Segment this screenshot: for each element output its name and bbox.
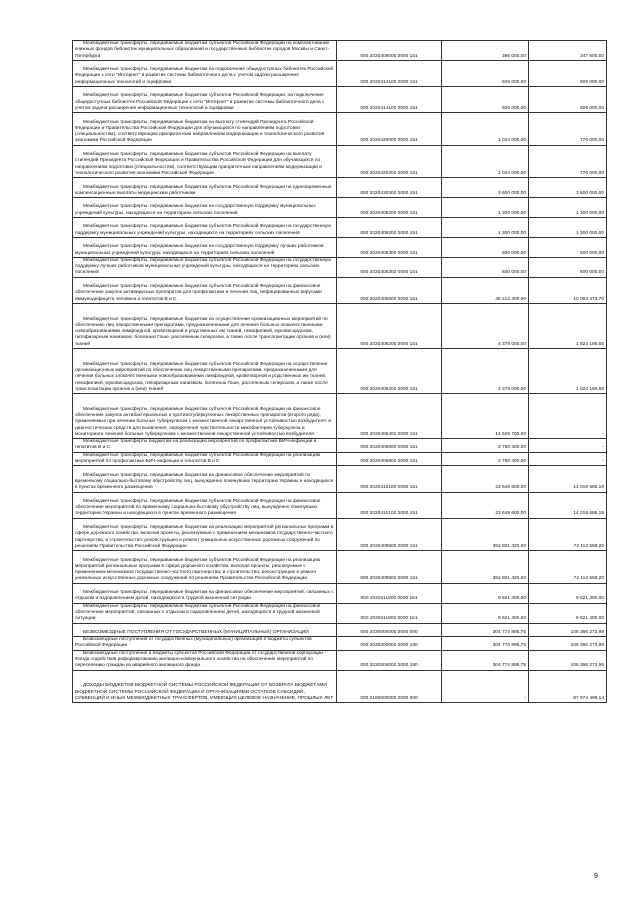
row-name-cell: БЕЗВОЗМЕЗДНЫЕ ПОСТУПЛЕНИЯ ОТ ГОСУДАРСТВЕННЫХ (МУНИЦИПАЛЬНЫХ) ОРГАНИЗАЦИЙ <box>73 623 337 637</box>
row-planned-cell: 352 801 420,00 <box>442 551 529 584</box>
row-actual-cell: 3 600 000,00 <box>529 178 607 198</box>
row-actual-cell: 1 824 166,65 <box>529 349 607 394</box>
table-row <box>73 41 607 61</box>
row-code-cell: 000 2020406802 0000 151 <box>337 452 442 466</box>
table-row <box>73 492 607 518</box>
row-planned-cell: 23 649 600,00 <box>442 492 529 518</box>
table-row <box>73 218 607 238</box>
row-actual-cell: - <box>529 439 607 453</box>
row-name-cell: Межбюджетные трансферты, передаваемые бюджетам субъектов Российской Федерации на реализацию мероприятий по профилактике ВИЧ-инфекции и гепатитов В и С <box>73 452 337 466</box>
table-row <box>73 198 607 218</box>
table-row <box>73 551 607 584</box>
row-name-cell: Межбюджетные трансферты, передаваемые бюджетам субъектов Российской Федерации на выплату стипендий Президента Российской Федерации и Правительства Российской Федерации для обучающихся по направлениям подготовки (специальностям), соответствующим приоритетным направлениям модернизации и технологического развития экономики Российской Федерации <box>73 145 337 178</box>
row-code-cell: 000 2020405202 0000 151 <box>337 218 442 238</box>
row-actual-cell: 87 974 499,14 <box>529 670 607 703</box>
row-name-cell: Межбюджетные трансферты, передаваемые бюджетам субъектов Российской Федерации на осуществление организационных мероприятий по обеспечению лиц лекарственными препаратами, предназначенными для лечения больных злокачественными новообразованиями лимфоидной, кроветворной и родственных им тканей, гемофилией, муковисцидозом, гипофизарным нанизмом, болезнью Гоше, рассеянным склерозом, а также после трансплантации органов и (или) тканей <box>73 349 337 394</box>
table-row <box>73 623 607 637</box>
row-planned-cell: 396 000,00 <box>442 41 529 61</box>
row-name-cell: Межбюджетные трансферты, передаваемые бюджетам субъектов Российской Федерации на государственную поддержку лучших работников муниципальных учреждений культуры, находящихся на территориях сельских поселений <box>73 257 337 277</box>
row-actual-cell: 1 300 000,00 <box>529 198 607 218</box>
row-code-cell: 000 2020430302 0000 151 <box>337 178 442 198</box>
row-planned-cell: 304 774 895,75 <box>442 650 529 670</box>
row-actual-cell: 809 000,00 <box>529 60 607 86</box>
row-actual-cell: 14 018 686,19 <box>529 466 607 492</box>
row-actual-cell: 72 113 558,20 <box>529 551 607 584</box>
row-name-cell: Межбюджетные трансферты, передаваемые бюджетам на подключение общедоступных библиотек Российской Федерации к сети "Интернет" и развитие системы библиотечного дела с учетом задачи расширения информационных технологий и оцифровки <box>73 60 337 86</box>
row-planned-cell: 600 000,00 <box>442 257 529 277</box>
row-actual-cell: 72 113 558,20 <box>529 518 607 551</box>
row-code-cell: 000 2020405502 0000 151 <box>337 277 442 303</box>
row-name-cell: Межбюджетные трансферты, передаваемые бюджетам на государственную поддержку лучших работников муниципальных учреждений культуры, находящихся на территориях сельских поселений <box>73 237 337 257</box>
row-actual-cell: 1 824 166,65 <box>529 303 607 348</box>
row-name-cell: Межбюджетные трансферты, передаваемые бюджетам субъектов Российской Федерации на финансовое обеспечение мероприятий по временному социально-бытовому обустройству лиц, вынужденно покинувших территорию Украины и находящихся в пунктах временного размещения <box>73 492 337 518</box>
row-code-cell: 000 2020405300 0000 151 <box>337 237 442 257</box>
row-code-cell: 000 2020414100 0000 151 <box>337 60 442 86</box>
row-actual-cell: 106 366 273,98 <box>529 623 607 637</box>
table-row <box>73 237 607 257</box>
row-planned-cell: 925 000,00 <box>442 87 529 113</box>
row-planned-cell: 1 300 000,00 <box>442 198 529 218</box>
row-actual-cell: 9 621 400,00 <box>529 603 607 623</box>
row-name-cell: Межбюджетные трансферты, передаваемые бюджетам субъектов Российской Федерации на единовременные компенсационные выплаты медицинским работникам <box>73 178 337 198</box>
table-row <box>73 178 607 198</box>
table-row <box>73 349 607 394</box>
row-name-cell: Межбюджетные трансферты, передаваемые бюджетам субъектов Российской Федерации, на подключение общедоступных библиотек Российской Федерации к сети "Интернет" и развитие системы библиотечного дела с учетом задачи расширения информационных технологий и оцифровки <box>73 87 337 113</box>
row-name-cell: Межбюджетные трансферты, передаваемые бюджетам субъектов Российской Федерации на реализацию мероприятий региональных программ в сфере дорожного хозяйства, включая проекты, реализуемые с применением механизмов государственно-частного партнерства, и строительство, реконструкцию и ремонт уникальных искусственных дорожных сооружений по решениям Правительства Российской Федерации <box>73 551 337 584</box>
row-code-cell: 000 2020405000 0000 151 <box>337 41 442 61</box>
row-code-cell: 000 2020405302 0000 151 <box>337 257 442 277</box>
row-actual-cell: 809 000,00 <box>529 87 607 113</box>
table-row <box>73 60 607 86</box>
row-actual-cell: 600 000,00 <box>529 237 607 257</box>
row-name-cell: ДОХОДЫ БЮДЖЕТОВ БЮДЖЕТНОЙ СИСТЕМЫ РОССИЙСКОЙ ФЕДЕРАЦИИ ОТ ВОЗВРАТА БЮДЖЕТАМИ БЮДЖЕТНОЙ СИСТЕМЫ РОССИЙСКОЙ ФЕДЕРАЦИИ И ОРГАНИЗАЦИЯМИ ОСТАТКОВ СУБСИДИЙ, СУБВЕНЦИЙ И ИНЫХ МЕЖБЮДЖЕТНЫХ ТРАНСФЕРТОВ, ИМЕЮЩИХ ЦЕЛЕВОЕ НАЗНАЧЕНИЕ, ПРОШЛЫХ ЛЕТ <box>73 670 337 703</box>
row-actual-cell: 106 366 273,98 <box>529 650 607 670</box>
row-code-cell: 000 2180000000 0000 000 <box>337 670 442 703</box>
table-row <box>73 650 607 670</box>
row-planned-cell: 9 621 400,00 <box>442 603 529 623</box>
table-row <box>73 277 607 303</box>
row-name-cell: Межбюджетные трансферты бюджетам на реализацию мероприятий по профилактике ВИЧ-инфекции и гепатитов В и С <box>73 439 337 453</box>
row-planned-cell: 352 801 420,00 <box>442 518 529 551</box>
row-code-cell: 000 2020406202 0000 151 <box>337 349 442 394</box>
row-actual-cell: 600 000,00 <box>529 257 607 277</box>
table-row <box>73 394 607 439</box>
row-planned-cell: 1 300 000,00 <box>442 218 529 238</box>
row-planned-cell: 304 774 895,75 <box>442 637 529 651</box>
row-planned-cell: 3 600 000,00 <box>442 178 529 198</box>
row-code-cell: 000 2020410100 0000 151 <box>337 466 442 492</box>
row-code-cell: 000 2020414102 0000 151 <box>337 87 442 113</box>
table-row <box>73 583 607 603</box>
row-name-cell: Межбюджетные трансферты, передаваемые бюджетам на осуществление организационных мероприятий по обеспечению лиц лекарственными препаратами, предназначенными для лечения больных злокачественными новообразованиями лимфоидной, кроветворной и родственных им тканей, гемофилией, муковисцидозом, гипофизарным нанизмом, болезнью Гоше, рассеянным склерозом, а также после трансплантации органов и (или) тканей <box>73 303 337 348</box>
row-planned-cell: 1 024 000,00 <box>442 113 529 146</box>
row-planned-cell: 14 626 700,00 <box>442 394 529 439</box>
budget-revenue-table <box>72 40 607 703</box>
row-actual-cell: 1 300 000,00 <box>529 218 607 238</box>
row-planned-cell: 2 760 400,00 <box>442 439 529 453</box>
row-planned-cell: 925 000,00 <box>442 60 529 86</box>
row-code-cell: 000 2020406800 0000 151 <box>337 439 442 453</box>
row-name-cell: Межбюджетные трансферты, передаваемые бюджетам на реализацию мероприятий региональных программ в сфере дорожного хозяйства, включая проекты, реализуемые с применением механизмов государственно-частного партнерства, и строительство, реконструкцию и ремонт уникальных искусственных дорожных сооружений по решениям Правительства Российской Федерации <box>73 518 337 551</box>
row-name-cell: Межбюджетные трансферты, передаваемые бюджетам субъектов Российской Федерации на государственную поддержку муниципальных учреждений культуры, находящихся на территориях сельских поселений <box>73 218 337 238</box>
row-actual-cell: 14 018 686,19 <box>529 492 607 518</box>
row-actual-cell: 347 600,00 <box>529 41 607 61</box>
row-actual-cell: 776 000,00 <box>529 113 607 146</box>
row-planned-cell: 23 649 600,00 <box>442 466 529 492</box>
row-planned-cell: 304 774 895,75 <box>442 623 529 637</box>
row-name-cell: Межбюджетные трансферты, передаваемые бюджетам субъектов Российской Федерации на финансовое обеспечение мероприятий, связанных с отдыхом и оздоровлением детей, находящихся в трудной жизненной ситуации <box>73 603 337 623</box>
row-code-cell: 000 2020420000 0000 151 <box>337 113 442 146</box>
row-actual-cell: 10 063 473,70 <box>529 277 607 303</box>
table-row <box>73 145 607 178</box>
page-number: 9 <box>594 873 598 880</box>
row-code-cell: 000 2020420202 0000 151 <box>337 145 442 178</box>
row-planned-cell: 600 000,00 <box>442 237 529 257</box>
row-planned-cell: - <box>442 670 529 703</box>
row-code-cell: 000 2020409500 0000 151 <box>337 518 442 551</box>
row-code-cell: 000 2020405200 0000 151 <box>337 198 442 218</box>
row-code-cell: 000 2030000000 0000 000 <box>337 623 442 637</box>
row-code-cell: 000 2020409502 0000 151 <box>337 551 442 584</box>
row-code-cell: 000 2020406402 0000 151 <box>337 394 442 439</box>
table-row <box>73 518 607 551</box>
table-row <box>73 257 607 277</box>
row-actual-cell: 106 366 273,98 <box>529 637 607 651</box>
row-actual-cell: 9 621 400,00 <box>529 583 607 603</box>
table-row <box>73 303 607 348</box>
table-row <box>73 637 607 651</box>
row-code-cell: 000 2020411802 0000 151 <box>337 603 442 623</box>
row-actual-cell: - <box>529 452 607 466</box>
row-name-cell: Безвозмездные поступления в бюджеты субъектов Российской Федерации от государственной корпорации - Фонда содействия реформированию жилищно-коммунального хозяйства на обеспечение мероприятий по переселению граждан из аварийного жилищного фонда <box>73 650 337 670</box>
row-name-cell: Межбюджетные трансферты, передаваемые бюджетам субъектов Российской Федерации на финансовое обеспечение закупок антивирусных препаратов для профилактики и лечения лиц, инфицированных вирусами иммунодефицита человека и гепатитов В и С <box>73 277 337 303</box>
table-row <box>73 113 607 146</box>
row-planned-cell: 2 760 400,00 <box>442 452 529 466</box>
row-name-cell: Межбюджетные трансферты, передаваемые бюджетам субъектов Российской Федерации на финансовое обеспечение закупок антибактериальных и противотуберкулезных лекарственных препаратов (второго ряда), применяемых при лечении больных туберкулезом с множественной лекарственной устойчивостью возбудителя, и диагностических средств для выявления, определения чувствительности микобактерии туберкулеза и мониторинга лечения больных туберкулезом с множественной лекарственной устойчивостью возбудителя <box>73 394 337 439</box>
row-planned-cell: 48 212 300,00 <box>442 277 529 303</box>
row-name-cell: Межбюджетные трансферты, передаваемые бюджетам на финансовое обеспечение мероприятий, связанных с отдыхом и оздоровлением детей, находящихся в трудной жизненной ситуации <box>73 583 337 603</box>
row-name-cell: Межбюджетные трансферты, передаваемые бюджетам на выплату стипендий Президента Российской Федерации и Правительства Российской Федерации для обучающихся по направлениям подготовки (специальностям), соответствующим приоритетным направлениям модернизации и технологического развития экономики Российской Федерации <box>73 113 337 146</box>
row-name-cell: Безвозмездные поступления от государственных (муниципальных) организаций в бюджеты субъектов Российской Федерации <box>73 637 337 651</box>
row-actual-cell: - <box>529 394 607 439</box>
row-actual-cell: 776 000,00 <box>529 145 607 178</box>
row-code-cell: 000 2020410102 0000 151 <box>337 492 442 518</box>
row-planned-cell: 1 024 000,00 <box>442 145 529 178</box>
row-code-cell: 000 2030200002 0000 180 <box>337 637 442 651</box>
row-planned-cell: 9 621 400,00 <box>442 583 529 603</box>
row-code-cell: 000 2030204002 0000 180 <box>337 650 442 670</box>
row-planned-cell: 4 378 000,00 <box>442 303 529 348</box>
table-row <box>73 466 607 492</box>
row-name-cell: Межбюджетные трансферты, передаваемые бюджетам на финансовое обеспечение мероприятий по временному социально-бытовому обустройству лиц, вынужденно покинувших территорию Украины и находящихся в пунктах временного размещения <box>73 466 337 492</box>
table-row <box>73 670 607 703</box>
table-row <box>73 87 607 113</box>
table-body <box>73 41 607 703</box>
row-planned-cell: 4 378 000,00 <box>442 349 529 394</box>
table-row <box>73 452 607 466</box>
table-row <box>73 439 607 453</box>
row-name-cell: Межбюджетные трансферты, передаваемые бюджетам на государственную поддержку муниципальных учреждений культуры, находящихся на территориях сельских поселений <box>73 198 337 218</box>
row-code-cell: 000 2020406200 0000 151 <box>337 303 442 348</box>
row-name-cell: Межбюджетные трансферты, передаваемые бюджетам субъектов Российской Федерации на комплектование книжных фондов библиотек муниципальных образований и государственных библиотек городов Москвы и Санкт-Петербурга <box>73 41 337 61</box>
table-row <box>73 603 607 623</box>
row-code-cell: 000 2020411800 0000 151 <box>337 583 442 603</box>
